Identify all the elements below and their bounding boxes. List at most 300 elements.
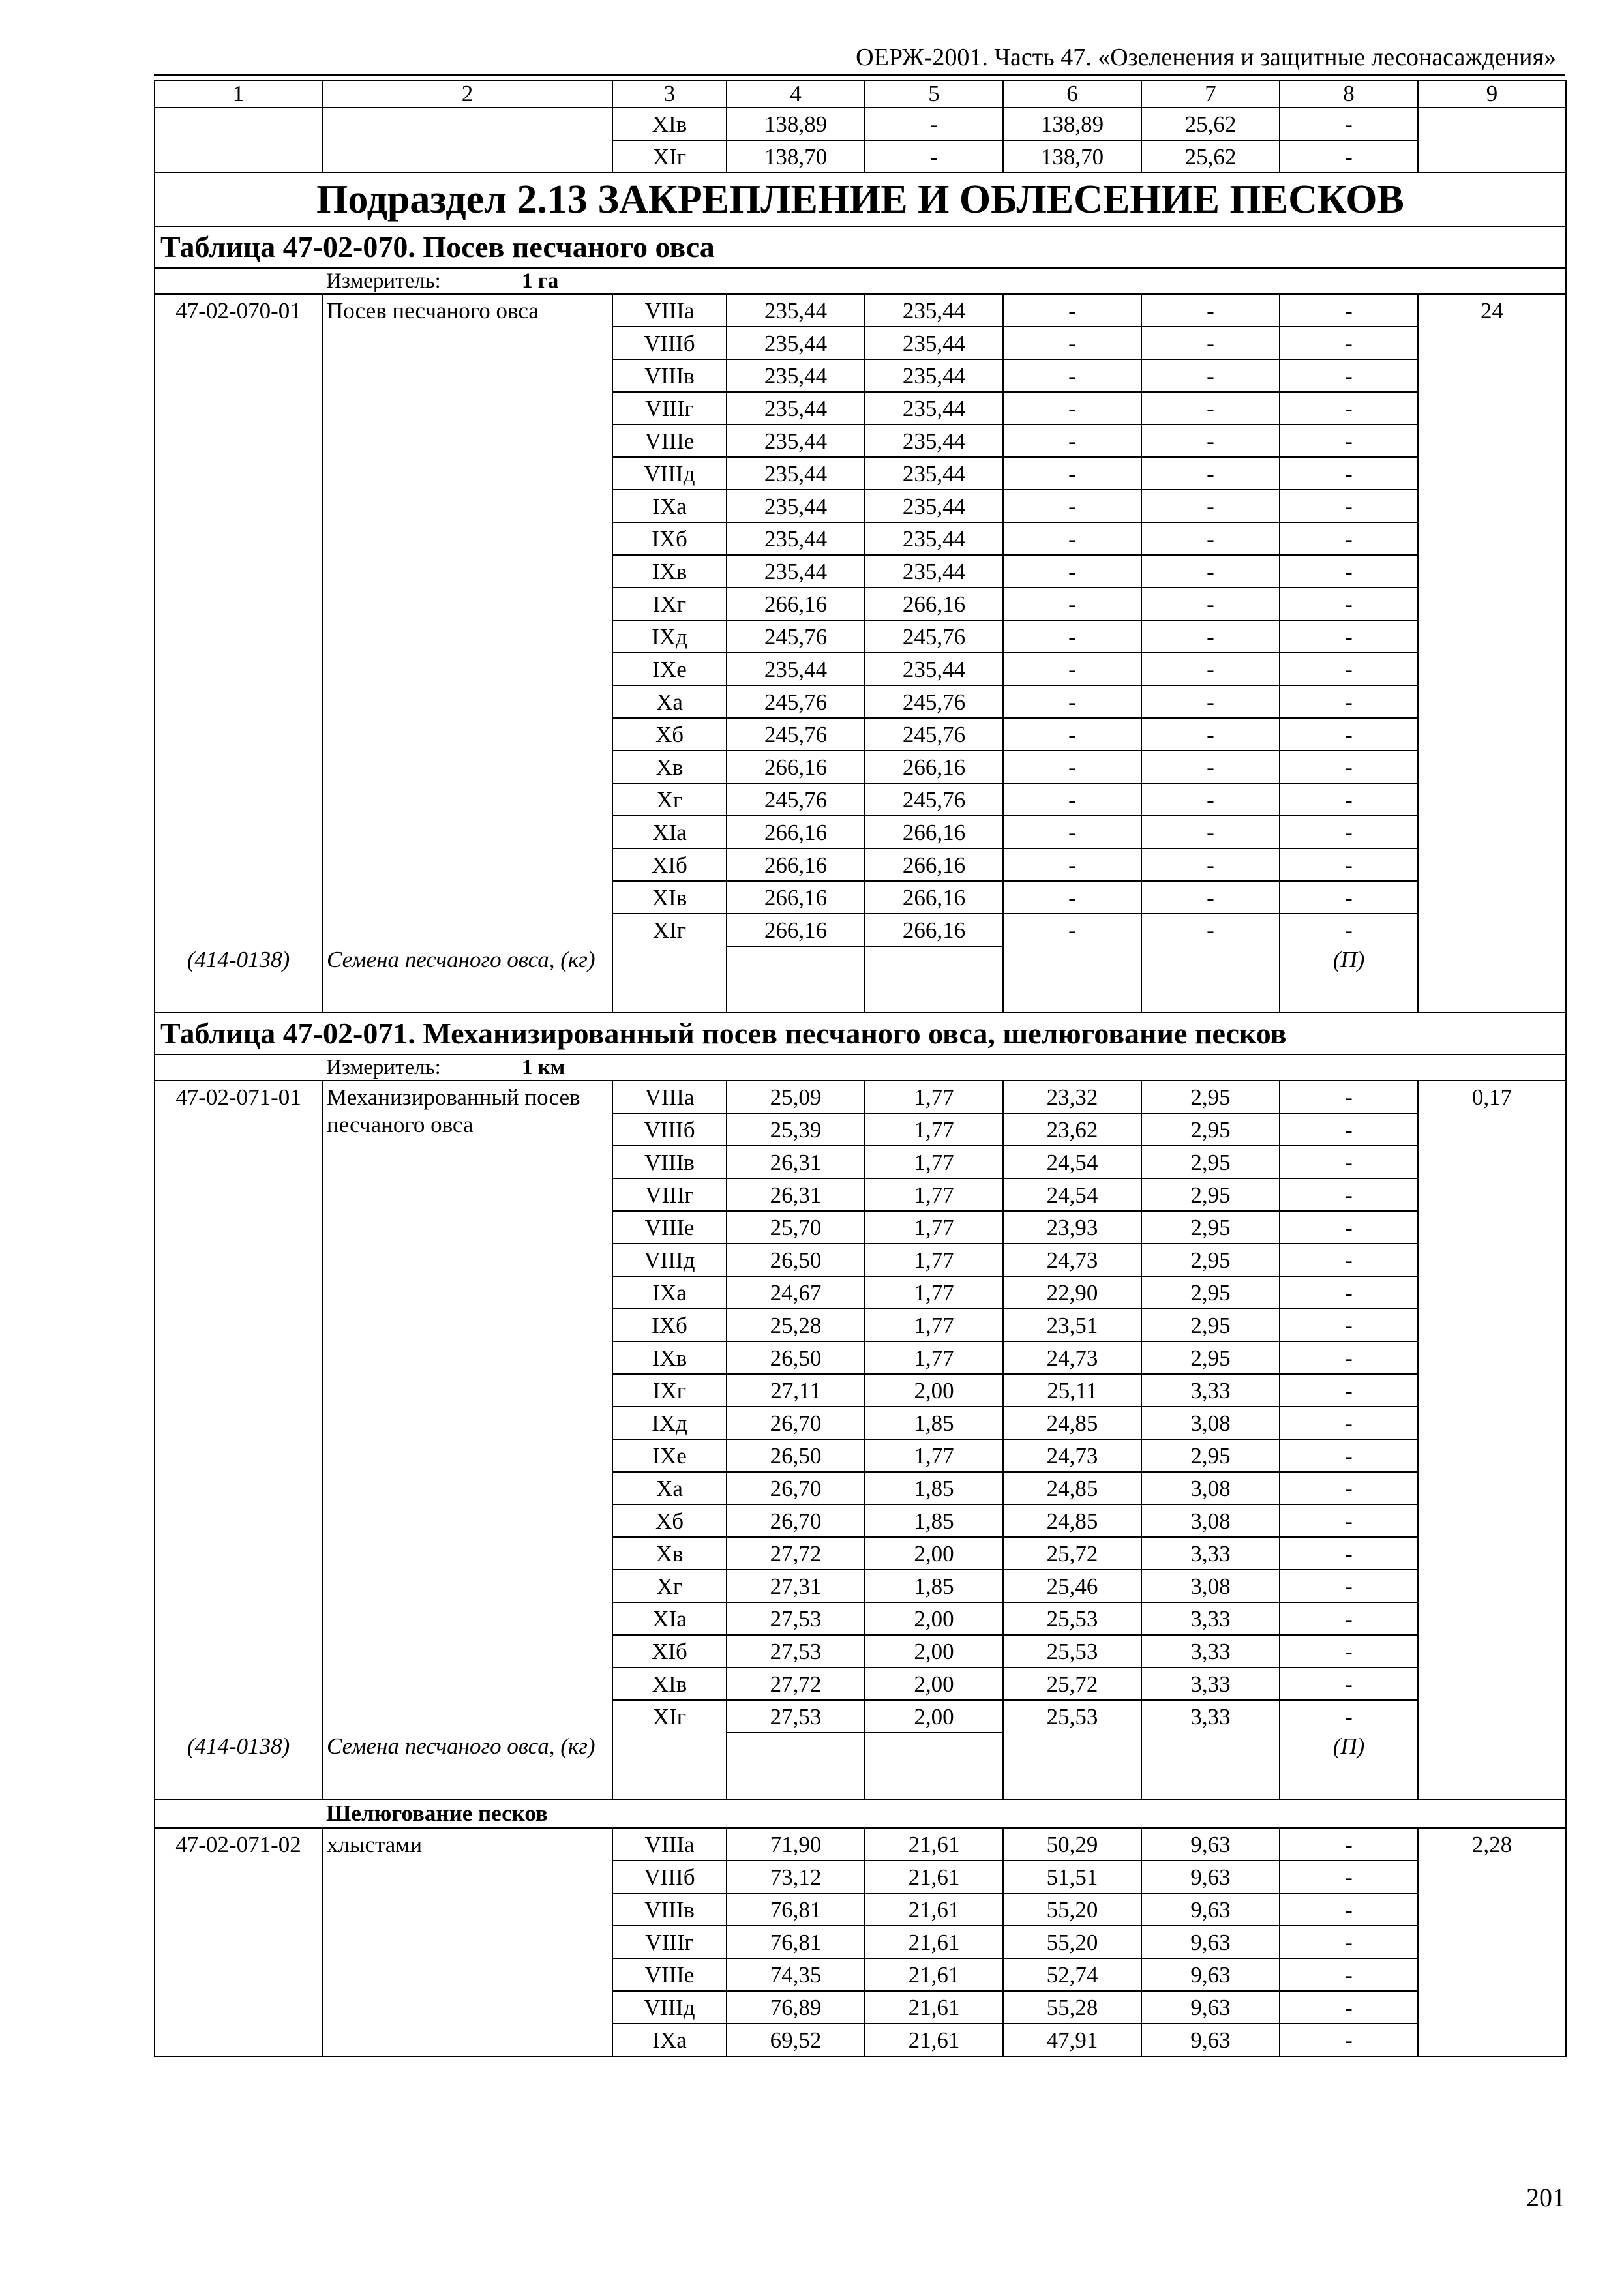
item-name <box>322 620 612 653</box>
value-cell-c4: 25,70 <box>727 1211 865 1244</box>
value-cell-c8: - <box>1280 457 1418 490</box>
table-title: Таблица 47-02-071. Механизированный посев песчаного овса, шелюгование песков <box>155 1013 1566 1055</box>
meter-spacer <box>155 1055 322 1081</box>
col9-value <box>1418 685 1566 718</box>
meter-cell <box>322 1055 1566 1081</box>
value-cell-c7: 3,08 <box>1141 1504 1280 1537</box>
table-row <box>155 1341 1566 1374</box>
col9-value <box>1418 783 1566 816</box>
item-code <box>155 1146 322 1178</box>
column-number: 7 <box>1141 80 1280 108</box>
col9-value <box>1418 1926 1566 1958</box>
col9-cell <box>1418 108 1566 140</box>
column-number: 2 <box>322 80 612 108</box>
value-cell-c7: 2,95 <box>1141 1146 1280 1178</box>
item-name <box>322 1244 612 1276</box>
value-cell-c6: 55,20 <box>1003 1893 1141 1926</box>
table-row <box>155 522 1566 555</box>
table-row <box>155 294 1566 327</box>
zone-cell: VIIIв <box>612 359 727 392</box>
value-cell-c7: - <box>1141 881 1280 914</box>
value-cell-c4: 26,70 <box>727 1407 865 1439</box>
item-code <box>155 653 322 685</box>
item-name <box>322 1926 612 1958</box>
value-cell-c5: 1,77 <box>865 1146 1003 1178</box>
table-row <box>155 555 1566 588</box>
item-code <box>155 1958 322 1991</box>
zone-cell: XIа <box>612 816 727 848</box>
value-cell-c4: 24,67 <box>727 1276 865 1309</box>
value-cell-c5: 235,44 <box>865 457 1003 490</box>
col9-value <box>1418 1472 1566 1504</box>
value-cell-c6: - <box>1003 718 1141 751</box>
col9-value: 0,17 <box>1418 1081 1566 1113</box>
value-cell-c4: 26,31 <box>727 1178 865 1211</box>
item-code <box>155 1861 322 1893</box>
zone-cell: VIIIа <box>612 294 727 327</box>
value-cell-c4: 27,53 <box>727 1635 865 1668</box>
table-title-row <box>155 226 1566 268</box>
item-name <box>322 914 612 946</box>
value-cell-c4: 245,76 <box>727 620 865 653</box>
item-code <box>155 1439 322 1472</box>
value-cell-c5: 21,61 <box>865 1893 1003 1926</box>
value-cell-c6: 138,89 <box>1003 108 1141 140</box>
zone-cell: Xв <box>612 751 727 783</box>
value-cell-c5 <box>865 1733 1003 1799</box>
zone-cell: VIIIг <box>612 1926 727 1958</box>
item-code <box>155 848 322 881</box>
item-name <box>322 1958 612 1991</box>
col9-value <box>1418 1113 1566 1146</box>
col9-value <box>1418 1537 1566 1570</box>
zone-cell: IXе <box>612 653 727 685</box>
subsection-title: Подраздел 2.13 ЗАКРЕПЛЕНИЕ И ОБЛЕСЕНИЕ ПЕСКОВ <box>155 173 1566 226</box>
value-cell-c8: - <box>1280 522 1418 555</box>
value-cell-c7: 2,95 <box>1141 1341 1280 1374</box>
col9-value <box>1418 1146 1566 1178</box>
value-cell-c5 <box>865 946 1003 1013</box>
item-name <box>322 1537 612 1570</box>
zone-cell: Xг <box>612 1570 727 1602</box>
item-code <box>155 392 322 425</box>
value-cell-c5: 1,77 <box>865 1276 1003 1309</box>
value-cell-c4: 235,44 <box>727 490 865 522</box>
value-cell-c6: 23,51 <box>1003 1309 1141 1341</box>
item-code <box>155 457 322 490</box>
zone-cell: IXв <box>612 1341 727 1374</box>
value-cell-c6: - <box>1003 751 1141 783</box>
value-cell-c4: 69,52 <box>727 2024 865 2056</box>
item-code <box>155 425 322 457</box>
item-name <box>322 327 612 359</box>
value-cell-c7: 3,33 <box>1141 1537 1280 1570</box>
value-cell-c8: - <box>1280 2024 1418 2056</box>
value-cell-c7: - <box>1141 685 1280 718</box>
column-number: 1 <box>155 80 322 108</box>
table-row <box>155 1958 1566 1991</box>
value-cell-c4: 76,81 <box>727 1893 865 1926</box>
item-name <box>322 751 612 783</box>
item-code <box>155 1244 322 1276</box>
zone-cell: Xа <box>612 685 727 718</box>
table-row <box>155 1309 1566 1341</box>
value-cell-c8: - <box>1280 718 1418 751</box>
col9-value <box>1418 1244 1566 1276</box>
value-cell-c5: 245,76 <box>865 783 1003 816</box>
value-cell-c8: - <box>1280 1635 1418 1668</box>
value-cell-c6: - <box>1003 425 1141 457</box>
col9-value <box>1418 816 1566 848</box>
value-cell-c7: - <box>1141 783 1280 816</box>
col9-value <box>1418 914 1566 946</box>
value-cell-c7: 3,08 <box>1141 1472 1280 1504</box>
table-row <box>155 685 1566 718</box>
value-cell-c5: 1,77 <box>865 1309 1003 1341</box>
zone-cell: IXд <box>612 620 727 653</box>
value-cell-c4: 245,76 <box>727 685 865 718</box>
value-cell-c4: 26,31 <box>727 1146 865 1178</box>
value-cell-c7: 3,33 <box>1141 1668 1280 1700</box>
item-name <box>322 1861 612 1893</box>
value-cell-c8: - <box>1280 490 1418 522</box>
col9-value <box>1418 425 1566 457</box>
value-cell-c8: - <box>1280 1602 1418 1635</box>
value-cell-c6: - <box>1003 555 1141 588</box>
value-cell-c5: 266,16 <box>865 848 1003 881</box>
item-name <box>322 848 612 881</box>
value-cell-c7: - <box>1141 620 1280 653</box>
zone-cell: VIIIд <box>612 457 727 490</box>
value-cell-c4: 27,72 <box>727 1537 865 1570</box>
value-cell-c7: 3,33 <box>1141 1700 1280 1733</box>
value-cell-c4: 25,09 <box>727 1081 865 1113</box>
value-cell-c6: 25,72 <box>1003 1537 1141 1570</box>
item-code <box>155 359 322 392</box>
zone-cell: VIIIа <box>612 1081 727 1113</box>
col9-cell <box>1418 946 1566 1013</box>
value-cell-c8: - <box>1280 359 1418 392</box>
col9-value <box>1418 1570 1566 1602</box>
value-cell-c5: 21,61 <box>865 1958 1003 1991</box>
zone-cell: Xг <box>612 783 727 816</box>
item-code: 47-02-070-01 <box>155 294 322 327</box>
item-name <box>322 392 612 425</box>
value-cell-c4: 26,50 <box>727 1341 865 1374</box>
value-cell-c5: 235,44 <box>865 522 1003 555</box>
value-cell-c8: - <box>1280 1244 1418 1276</box>
table-row <box>155 1700 1566 1733</box>
value-cell-c7: 9,63 <box>1141 1893 1280 1926</box>
value-cell-c6: 51,51 <box>1003 1861 1141 1893</box>
table-row <box>155 1244 1566 1276</box>
value-cell-c8: - <box>1280 653 1418 685</box>
item-name <box>322 1635 612 1668</box>
item-name <box>322 685 612 718</box>
value-cell-c4: 25,39 <box>727 1113 865 1146</box>
value-cell-c4: 266,16 <box>727 848 865 881</box>
value-cell-c7: 2,95 <box>1141 1439 1280 1472</box>
col9-value <box>1418 1439 1566 1472</box>
value-cell-c8: - <box>1280 1211 1418 1244</box>
zone-cell: IXе <box>612 1439 727 1472</box>
value-cell-c4: 73,12 <box>727 1861 865 1893</box>
value-cell-c7: - <box>1141 914 1280 946</box>
subheading: Шелюгование песков <box>322 1799 1566 1828</box>
value-cell-c6: 24,73 <box>1003 1244 1141 1276</box>
col9-value <box>1418 1276 1566 1309</box>
value-cell-c6: 23,62 <box>1003 1113 1141 1146</box>
col9-value <box>1418 1374 1566 1407</box>
value-cell-c8: - <box>1280 1309 1418 1341</box>
table-row <box>155 108 1566 140</box>
value-cell-c8: - <box>1280 1407 1418 1439</box>
table-row <box>155 1861 1566 1893</box>
col9-value <box>1418 555 1566 588</box>
item-code <box>155 1926 322 1958</box>
name-cell <box>322 108 612 140</box>
subheading-row <box>155 1799 1566 1828</box>
value-cell-c6: 24,54 <box>1003 1146 1141 1178</box>
value-cell-c8: - <box>1280 1926 1418 1958</box>
value-cell-c6: - <box>1003 783 1141 816</box>
value-cell-c6: 47,91 <box>1003 2024 1141 2056</box>
value-cell-c6: - <box>1003 457 1141 490</box>
running-header: ОЕРЖ-2001. Часть 47. «Озеленения и защитные лесонасаждения» <box>856 44 1556 71</box>
value-cell-c7: 9,63 <box>1141 1991 1280 2024</box>
item-code <box>155 751 322 783</box>
col9-value <box>1418 718 1566 751</box>
value-cell-c6: 24,73 <box>1003 1439 1141 1472</box>
table-row <box>155 425 1566 457</box>
value-cell-c8: - <box>1280 1700 1418 1733</box>
value-cell-c4: 266,16 <box>727 914 865 946</box>
item-code <box>155 1276 322 1309</box>
value-cell-c6: - <box>1003 522 1141 555</box>
value-cell-c5: 2,00 <box>865 1374 1003 1407</box>
column-number: 8 <box>1280 80 1418 108</box>
value-cell-c5: 235,44 <box>865 392 1003 425</box>
value-cell-c4: 235,44 <box>727 457 865 490</box>
table-row <box>155 1926 1566 1958</box>
value-cell-c5: 1,77 <box>865 1244 1003 1276</box>
col9-value <box>1418 588 1566 620</box>
item-code <box>155 718 322 751</box>
item-name <box>322 1439 612 1472</box>
item-name <box>322 718 612 751</box>
value-cell-c7: - <box>1141 588 1280 620</box>
value-cell-c7: - <box>1141 327 1280 359</box>
table-row <box>155 1374 1566 1407</box>
value-cell-c4: 235,44 <box>727 327 865 359</box>
item-code <box>155 1504 322 1537</box>
value-cell-c7: - <box>1141 392 1280 425</box>
item-code <box>155 881 322 914</box>
col9-value <box>1418 848 1566 881</box>
value-cell-c7: 2,95 <box>1141 1178 1280 1211</box>
zone-cell: XIг <box>612 914 727 946</box>
item-code <box>155 1341 322 1374</box>
value-cell-c5: 235,44 <box>865 359 1003 392</box>
item-name-text: Механизированный посев песчаного овса <box>327 1085 580 1137</box>
value-cell-c7: 9,63 <box>1141 1861 1280 1893</box>
zone-cell: VIIIг <box>612 1178 727 1211</box>
zone-cell: XIв <box>612 881 727 914</box>
item-code <box>155 327 322 359</box>
value-cell-c8: - <box>1280 1537 1418 1570</box>
zone-cell: IXг <box>612 588 727 620</box>
zone-cell: VIIIв <box>612 1146 727 1178</box>
zone-cell: Xб <box>612 1504 727 1537</box>
material-row <box>155 1733 1566 1799</box>
value-cell-c6 <box>1003 1733 1141 1799</box>
zone-cell: XIв <box>612 108 727 140</box>
col9-value <box>1418 1341 1566 1374</box>
material-row <box>155 946 1566 1013</box>
col9-value <box>1418 1991 1566 2024</box>
value-cell-c6: - <box>1003 685 1141 718</box>
item-name <box>322 490 612 522</box>
meter-value: 1 га <box>522 269 559 293</box>
item-name <box>322 1407 612 1439</box>
value-cell-c5: 21,61 <box>865 1861 1003 1893</box>
value-cell-c8: - <box>1280 1861 1418 1893</box>
value-cell-c6: 55,28 <box>1003 1991 1141 2024</box>
value-cell-c5: 2,00 <box>865 1700 1003 1733</box>
value-cell-c5: 21,61 <box>865 1828 1003 1861</box>
value-cell-c8: - <box>1280 1958 1418 1991</box>
value-cell-c4: 235,44 <box>727 392 865 425</box>
zone-cell: VIIIб <box>612 1113 727 1146</box>
item-name <box>322 2024 612 2056</box>
col9-cell <box>1418 140 1566 173</box>
value-cell-c4: 27,11 <box>727 1374 865 1407</box>
item-code <box>155 522 322 555</box>
item-name <box>322 1309 612 1341</box>
value-cell-c6: - <box>1003 327 1141 359</box>
item-code <box>155 1570 322 1602</box>
meter-row <box>155 1055 1566 1081</box>
value-cell-c6: 55,20 <box>1003 1926 1141 1958</box>
zone-cell: VIIIе <box>612 1211 727 1244</box>
value-cell-c7: 2,95 <box>1141 1309 1280 1341</box>
table-row <box>155 1602 1566 1635</box>
value-cell-c5: 1,77 <box>865 1341 1003 1374</box>
value-cell-c7: - <box>1141 457 1280 490</box>
col9-value <box>1418 392 1566 425</box>
column-number: 3 <box>612 80 727 108</box>
col9-value <box>1418 522 1566 555</box>
zone-cell: VIIIд <box>612 1244 727 1276</box>
column-number: 5 <box>865 80 1003 108</box>
col9-value <box>1418 1958 1566 1991</box>
material-name: Семена песчаного овса, (кг) <box>322 1733 612 1799</box>
value-cell-c6: - <box>1003 881 1141 914</box>
value-cell-c6: - <box>1003 653 1141 685</box>
item-code <box>155 1472 322 1504</box>
value-cell-c7: 3,08 <box>1141 1407 1280 1439</box>
value-cell-c5: 266,16 <box>865 881 1003 914</box>
zone-cell: IXб <box>612 522 727 555</box>
value-cell-c7: - <box>1141 425 1280 457</box>
table-row <box>155 2024 1566 2056</box>
col9-value <box>1418 1893 1566 1926</box>
material-code: (414-0138) <box>155 946 322 1013</box>
value-cell-c6: - <box>1003 392 1141 425</box>
value-cell-c5: 1,85 <box>865 1472 1003 1504</box>
zone-cell: VIIIе <box>612 425 727 457</box>
item-name <box>322 1700 612 1733</box>
value-cell-c4: 26,70 <box>727 1504 865 1537</box>
zone-cell: VIIIв <box>612 1893 727 1926</box>
value-cell-c8: - <box>1280 1570 1418 1602</box>
value-cell-c4: 26,50 <box>727 1244 865 1276</box>
col9-value <box>1418 653 1566 685</box>
table-row <box>155 751 1566 783</box>
item-code <box>155 1309 322 1341</box>
value-cell-c8: - <box>1280 425 1418 457</box>
code-cell <box>155 140 322 173</box>
value-cell-c4: 235,44 <box>727 359 865 392</box>
item-name <box>322 359 612 392</box>
value-cell-c4: 27,53 <box>727 1700 865 1733</box>
subsection-title-row <box>155 173 1566 226</box>
value-cell-c8: - <box>1280 1374 1418 1407</box>
item-name <box>322 881 612 914</box>
value-cell-c6: - <box>1003 294 1141 327</box>
value-cell-c5: 235,44 <box>865 425 1003 457</box>
col9-value <box>1418 881 1566 914</box>
table-row <box>155 1828 1566 1861</box>
value-cell-c4: 266,16 <box>727 751 865 783</box>
col9-value <box>1418 1211 1566 1244</box>
value-cell-c8: - <box>1280 1146 1418 1178</box>
value-cell-c7: 9,63 <box>1141 1958 1280 1991</box>
value-cell-c4: 266,16 <box>727 588 865 620</box>
value-cell-c7: 9,63 <box>1141 1926 1280 1958</box>
value-cell-c5: 235,44 <box>865 490 1003 522</box>
value-cell-c6: 25,11 <box>1003 1374 1141 1407</box>
item-name <box>322 1893 612 1926</box>
table-row <box>155 1081 1566 1113</box>
value-cell-c4: 138,70 <box>727 140 865 173</box>
value-cell-c4: 27,72 <box>727 1668 865 1700</box>
zone-cell <box>612 1733 727 1799</box>
item-code <box>155 914 322 946</box>
material-name: Семена песчаного овса, (кг) <box>322 946 612 1013</box>
value-cell-c8: - <box>1280 620 1418 653</box>
zone-cell: Xв <box>612 1537 727 1570</box>
value-cell-c8: - <box>1280 914 1418 946</box>
table-row <box>155 1146 1566 1178</box>
item-code <box>155 1635 322 1668</box>
item-code <box>155 1374 322 1407</box>
item-name <box>322 425 612 457</box>
meter-label: Измеритель: <box>326 269 441 293</box>
value-cell-c7: 2,95 <box>1141 1081 1280 1113</box>
value-cell-c6: 50,29 <box>1003 1828 1141 1861</box>
table-row <box>155 1178 1566 1211</box>
col9-value <box>1418 1635 1566 1668</box>
value-cell-c5: 235,44 <box>865 327 1003 359</box>
zone-cell: IXв <box>612 555 727 588</box>
value-cell-c6: 25,53 <box>1003 1602 1141 1635</box>
value-cell-c4: 245,76 <box>727 718 865 751</box>
value-cell-c8: - <box>1280 294 1418 327</box>
item-name <box>322 1178 612 1211</box>
table-row <box>155 1504 1566 1537</box>
value-cell-c6: 24,73 <box>1003 1341 1141 1374</box>
